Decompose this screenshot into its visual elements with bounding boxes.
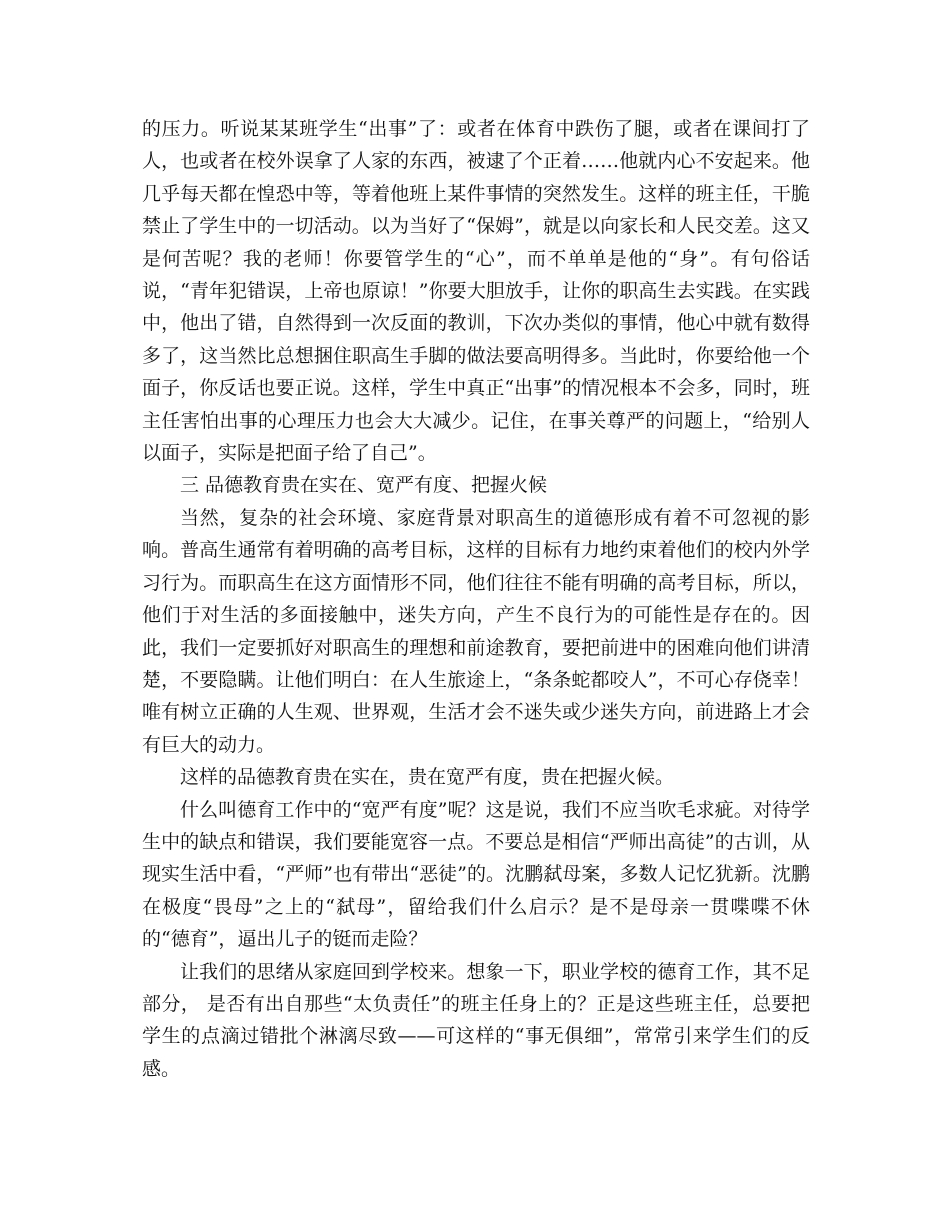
paragraph-social-environment: 当然，复杂的社会环境、家庭背景对职高生的道德形成有着不可忽视的影响。普高生通常有着明确的高考目标，这样的目标有力地约束着他们的校内外学习行为。而职高生在这方面情形不同，他们往往不能有明确的高考目标，所以，他们于对生活的多面接触中，迷失方向，产生不良行为的可能性是存在的。因此，我们一定要抓好对职高生的理想和前途教育，要把前进中的困难向他们讲清楚，不要隐瞒。让他们明白：在人生旅途上，“条条蛇都咬人”，不可心存侥幸！唯有树立正确的人生观、世界观，生活才会不迷失或少迷失方向，前进路上才会有巨大的动力。 (142, 506, 810, 756)
paragraph-moral-education-summary: 这样的品德教育贵在实在，贵在宽严有度，贵在把握火候。 (180, 766, 675, 789)
paragraph-continuation: 的压力。听说某某班学生“出事”了：或者在体育中跌伤了腿，或者在课间打了人，也或者在校外误拿了人家的东西，被逮了个正着……他就内心不安起来。他几乎每天都在惶恐中等，等着他班上某件事情的突然发生。这样的班主任，干脆禁止了学生中的一切活动。以为当好了“保姆”，就是以向家长和人民交差。这又是何苦呢？我的老师！你要管学生的“心”，而不单单是他的“身”。有句俗话说，“青年犯错误，上帝也原谅！”你要大胆放手，让你的职高生去实践。在实践中，他出了错，自然得到一次反面的教训，下次办类似的事情，他心中就有数得多了，这当然比总想捆住职高生手脚的做法要高明得多。当此时，你要给他一个面子，你反话也要正说。这样，学生中真正“出事”的情况根本不会多，同时，班主任害怕出事的心理压力也会大大减少。记住，在事关尊严的问题上，“给别人以面子，实际是把面子给了自己”。 (142, 118, 810, 465)
document-body (142, 113, 810, 1085)
section-heading: 三 品德教育贵在实在、宽严有度、把握火候 (180, 474, 548, 497)
paragraph-school-reflection: 让我们的思绪从家庭回到学校来。想象一下，职业学校的德育工作，其不足部分， 是否有出自那些“太负责任”的班主任身上的？正是这些班主任，总要把学生的点滴过错批个淋漓尽致——可这样的“事无俱细”，常常引来学生们的反感。 (142, 960, 810, 1080)
paragraph-leniency-strictness: 什么叫德育工作中的“宽严有度”呢？这是说，我们不应当吹毛求疵。对待学生中的缺点和错误，我们要能宽容一点。不要总是相信“严师出高徒”的古训，从现实生活中看，“严师”也有带出“恶徒”的。沈鹏弑母案，多数人记忆犹新。沈鹏在极度“畏母”之上的“弑母”，留给我们什么启示？是不是母亲一贯喋喋不休的“德育”，逼出儿子的铤而走险？ (142, 798, 810, 951)
